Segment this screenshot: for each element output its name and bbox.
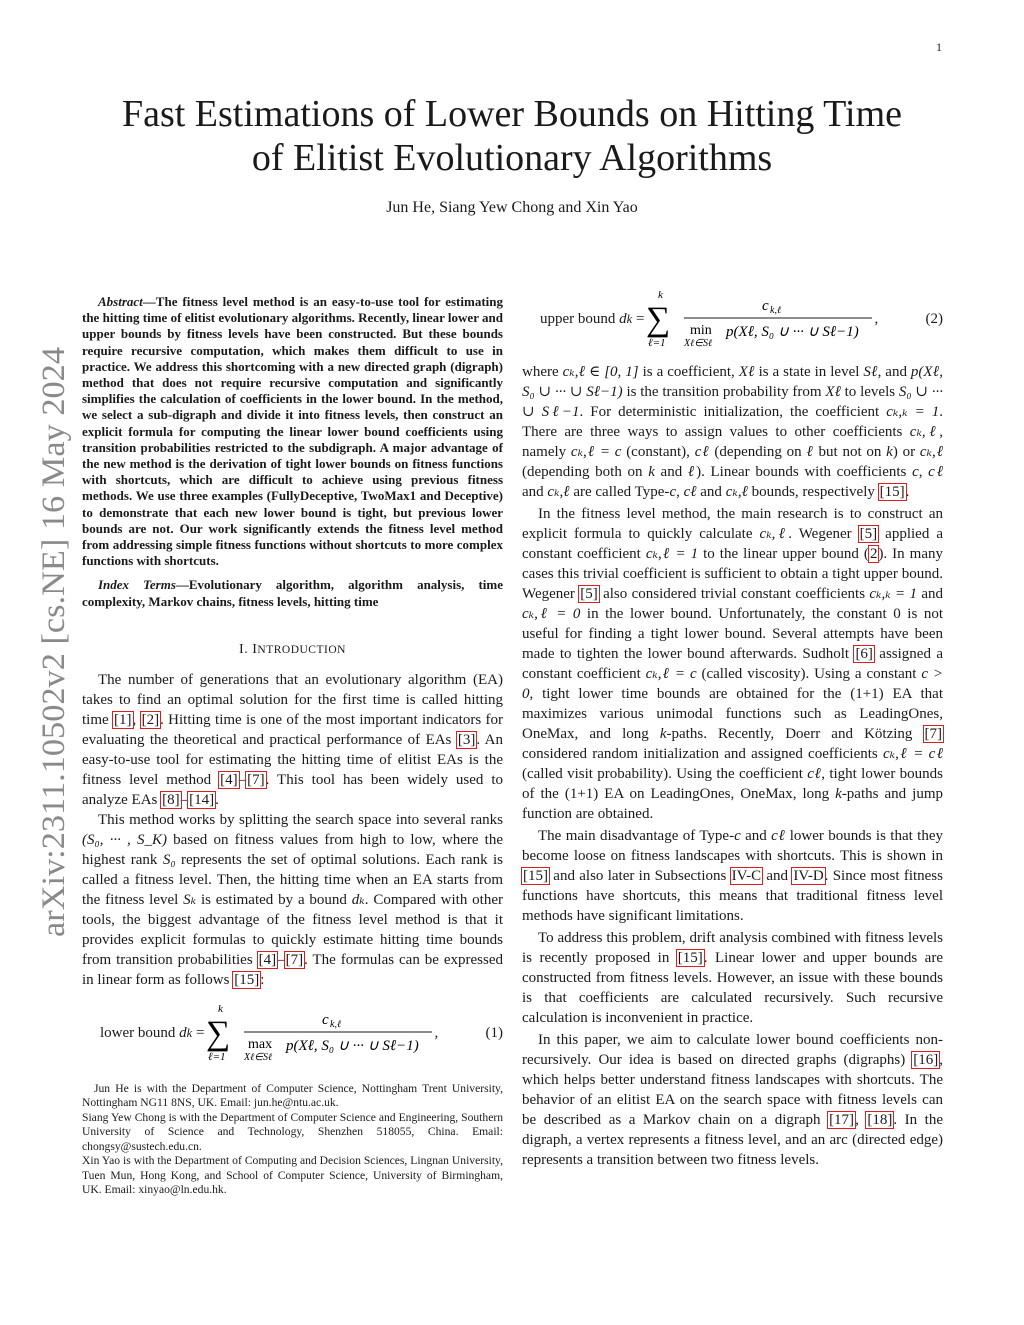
abstract-label: Abstract xyxy=(98,294,143,309)
right-paragraph-3: The main disadvantage of Type-c and cℓ lower bounds is that they become loose on fitness landscapes with shortcuts. This is shown in [15] and also later in Subsections IV-C and IV-D. Since most fitness functions have shortcuts, this means that traditional fitness level methods have significant limitations. xyxy=(522,828,943,924)
section-link-ivd[interactable]: IV-D xyxy=(793,868,824,884)
citation-link[interactable]: [7] xyxy=(285,951,304,968)
right-paragraph-2: In the fitness level method, the main research is to construct an explicit formula to quickly calculate cₖ,ℓ. Wegener [5] applied a constant coefficient cₖ,ℓ = 1 to the linear upper bound (2). In many cases this trivial coefficient is sufficient to obtain a tight upper bound. Wegener [5] also considered trivial constant coefficients cₖ,ₖ = 1 and cₖ,ℓ = 0 in the lower bound. Unfortunately, the constant 0 is not useful for finding a tight lower bound. Several attempts have been made to tighten the lower bound afterwards. Sudholt [6] assigned a constant coefficient cₖ,ℓ = c (called viscosity). Using a constant c > 0, tight lower time bounds are obtained for the (1+1) EA that maximizes various unimodal functions such as LeadingOnes, OneMax, and long k-paths. Recently, Doerr and Kötzing [7] considered random initialization and assigned coefficients cₖ,ℓ = cℓ (called visit probability). Using the coefficient cℓ, tight lower bounds of the (1+1) EA on LeadingOnes, OneMax, long k-paths and jump function are obtained. xyxy=(522,506,944,822)
left-column xyxy=(82,294,503,1198)
svg-text:ℓ=1: ℓ=1 xyxy=(648,337,666,349)
svg-text:k,ℓ: k,ℓ xyxy=(770,305,782,316)
citation-link[interactable]: [5] xyxy=(580,586,598,602)
eq2-number: (2) xyxy=(925,311,943,327)
right-column xyxy=(522,289,944,1170)
citation-link[interactable]: [15] xyxy=(677,950,703,966)
citation-link[interactable]: [8] xyxy=(162,791,180,808)
right-paragraph-4: To address this problem, drift analysis combined with fitness levels is recently proposed in [15]. Linear lower and upper bounds are constructed from fitness levels. However, an issue with these bounds is that coefficients are calculated recursively. Such recursive calculation is inconvenient in practice. xyxy=(522,930,943,1026)
citation-link[interactable]: [7] xyxy=(247,771,265,788)
section-heading-introduction: I. INTRODUCTION xyxy=(239,641,346,657)
svg-text:Xℓ∈Sℓ: Xℓ∈Sℓ xyxy=(244,1051,273,1063)
footnote-yao: Xin Yao is with the Department of Computing and Decision Sciences, Lingnan University, Tuen Mun, Hong Kong, and School of Computer Science, University of Birmingham, UK. Email: xinyao@ln.edu.hk. xyxy=(82,1154,503,1197)
author-footnotes xyxy=(82,1082,503,1198)
citation-link[interactable]: [2] xyxy=(141,711,160,728)
citation-link[interactable]: [4] xyxy=(220,771,238,788)
svg-text:k: k xyxy=(658,289,664,301)
svg-text:∑: ∑ xyxy=(646,301,671,338)
index-terms xyxy=(82,577,503,609)
arxiv-stamp-text: arXiv:2311.10502v2 [cs.NE] 16 May 2024 xyxy=(36,369,72,937)
equation-2: upper bound d k = k ∑ ℓ=1 c k,ℓ min Xℓ∈Sℓ p(Xℓ, S₀ ∪ ··· ∪ Sℓ−1) , (2) xyxy=(522,286,943,352)
intro-paragraph-2: This method works by splitting the search space into several ranks (S₀, ··· , S_K) based on fitness values from high to low, where the highest rank S₀ represents the set of optimal solutions. Each rank is called a fitness level. Then, the hitting time when an EA starts from the fitness level Sₖ is estimated by a bound dₖ. Compared with other tools, the biggest advantage of the fitness level method is that it provides explicit formulas to quickly estimate hitting time bounds from transition probabilities [4]–[7]. The formulas can be expressed in linear form as follows [15]: xyxy=(82,811,503,988)
svg-text:p(Xℓ, S₀ ∪ ··· ∪ Sℓ−1): p(Xℓ, S₀ ∪ ··· ∪ Sℓ−1) xyxy=(286,1037,420,1054)
abstract-text: —The fitness level method is an easy-to-use tool for estimating the hitting time of elitist evolutionary algorithms. Recently, linear lower and upper bounds by fitness levels have been constructed. But these bounds require recursive computation, which makes them difficult to use in practice. We address this shortcoming with a new directed graph (digraph) method that does not require recursive computation and significantly simplifies the calculation of coefficients in the lower bound. In the method, we select a sub-digraph and divide it into fitness levels, then construct an explicit formula for computing the linear lower bound coefficients using transition probabilities restricted to the subdigraph. A major advantage of the new method is the derivation of tight lower bounds on fitness functions with shortcuts, which are difficult to achieve using previous fitness methods. We use three examples (FullyDeceptive, TwoMax1 and Deceptive) to demonstrate that each new lower bound is tight, but previous lower bounds are not. Our work significantly extends the fitness level method from addressing simple fitness functions without shortcuts to more complex functions with shortcuts. xyxy=(82,294,503,569)
svg-text:min: min xyxy=(690,323,713,338)
citation-link[interactable]: [1] xyxy=(114,711,132,728)
citation-link[interactable]: [5] xyxy=(859,526,878,542)
svg-text:c: c xyxy=(322,1011,330,1028)
eq1-sum-formula xyxy=(204,1000,434,1066)
citation-link[interactable]: [6] xyxy=(855,646,873,662)
svg-text:k: k xyxy=(218,1002,224,1015)
authors: Jun He, Siang Yew Chong and Xin Yao xyxy=(386,199,638,216)
svg-text:p(Xℓ, S₀ ∪ ··· ∪ Sℓ−1): p(Xℓ, S₀ ∪ ··· ∪ Sℓ−1) xyxy=(726,324,860,340)
citation-link[interactable]: [7] xyxy=(924,726,942,742)
svg-text:c: c xyxy=(762,298,770,314)
citation-link[interactable]: [17] xyxy=(829,1112,855,1128)
svg-text:∑: ∑ xyxy=(206,1014,231,1052)
intro-paragraph-1: The number of generations that an evolutionary algorithm (EA) takes to find an optimal solution for the first time is called hitting time [1], [2]. Hitting time is one of the most important indicators for evaluating the theoretical and practical performance of EAs [3]. An easy-to-use tool for estimating the hitting time of elitist EAs is the fitness level method [4]–[7]. This tool has been widely used to analyze EAs [8]–[14]. xyxy=(82,671,504,808)
svg-text:max: max xyxy=(248,1036,273,1052)
svg-text:ℓ=1: ℓ=1 xyxy=(208,1050,226,1063)
citation-link[interactable]: [15] xyxy=(234,971,260,988)
citation-link[interactable]: [14] xyxy=(189,791,215,808)
eq1-number: (1) xyxy=(485,1024,503,1041)
citation-link[interactable]: [4] xyxy=(258,951,277,968)
abstract xyxy=(82,294,503,569)
section-link-ivc[interactable]: IV-C xyxy=(731,868,762,884)
right-paragraph-5: In this paper, we aim to calculate lower bound coefficients non-recursively. Our idea is based on directed graphs (digraphs) [16], which helps better understand fitness landscapes with shortcuts. The behavior of an elitist EA on the search space with fitness levels can be described as a Markov chain on a digraph [17], [18]. In the digraph, a vertex represents a fitness level, and an arc (directed edge) represents a transition between two fitness levels. xyxy=(522,1032,943,1168)
citation-link[interactable]: [16] xyxy=(913,1052,939,1068)
eq2-sum-formula xyxy=(644,286,874,352)
page-number: 1 xyxy=(936,40,942,54)
citation-link[interactable]: [15] xyxy=(523,868,548,884)
eq1-label: lower bound xyxy=(100,1024,176,1041)
footnote-chong: Siang Yew Chong is with the Department of Computer Science and Engineering, Southern University of Science and Technology, Shenzhen 518055, China. Email: chongsy@sustech.edu.cn. xyxy=(82,1110,503,1153)
svg-text:k,ℓ: k,ℓ xyxy=(330,1018,342,1030)
index-terms-text: —Evolutionary algorithm, algorithm analysis, time complexity, Markov chains, fitness levels, hitting time xyxy=(82,577,503,609)
citation-link[interactable]: [15] xyxy=(879,484,905,500)
equation-1: lower bound d k = k ∑ ℓ=1 c k,ℓ max Xℓ∈Sℓ p(Xℓ, S₀ ∪ ··· ∪ Sℓ−1) , (1) xyxy=(82,1000,503,1066)
footnote-he: Jun He is with the Department of Computer Science, Nottingham Trent University, Nottingham NG11 8NS, UK. Email: jun.he@ntu.ac.uk. xyxy=(82,1081,503,1110)
eq2-label: upper bound xyxy=(540,311,616,327)
svg-text:Xℓ∈Sℓ: Xℓ∈Sℓ xyxy=(684,338,713,349)
index-terms-label: Index Terms xyxy=(98,577,176,593)
citation-link[interactable]: [18] xyxy=(867,1112,893,1128)
arxiv-stamp xyxy=(18,345,78,945)
right-paragraph-1: where cₖ,ℓ ∈ [0, 1] is a coefficient, Xℓ is a state in level Sℓ, and p(Xℓ, S₀ ∪ ··· ∪ Sℓ−1) is the transition probability from Xℓ to levels S₀ ∪ ··· ∪ Sℓ−1. For deterministic initialization, the coefficient cₖ,ₖ = 1. There are three ways to assign values to other coefficients cₖ,ℓ, namely cₖ,ℓ = c (constant), cℓ (depending on ℓ but not on k) or cₖ,ℓ (depending both on k and ℓ). Linear bounds with coefficients c, cℓ and cₖ,ℓ are called Type-c, cℓ and cₖ,ℓ bounds, respectively [15]. xyxy=(522,364,944,500)
paper-title xyxy=(40,92,984,180)
citation-link[interactable]: [3] xyxy=(457,731,476,748)
title-line-1: Fast Estimations of Lower Bounds on Hitting Time xyxy=(121,93,903,135)
equation-link[interactable]: 2 xyxy=(869,546,878,562)
title-line-2: of Elitist Evolutionary Algorithms xyxy=(251,137,773,179)
